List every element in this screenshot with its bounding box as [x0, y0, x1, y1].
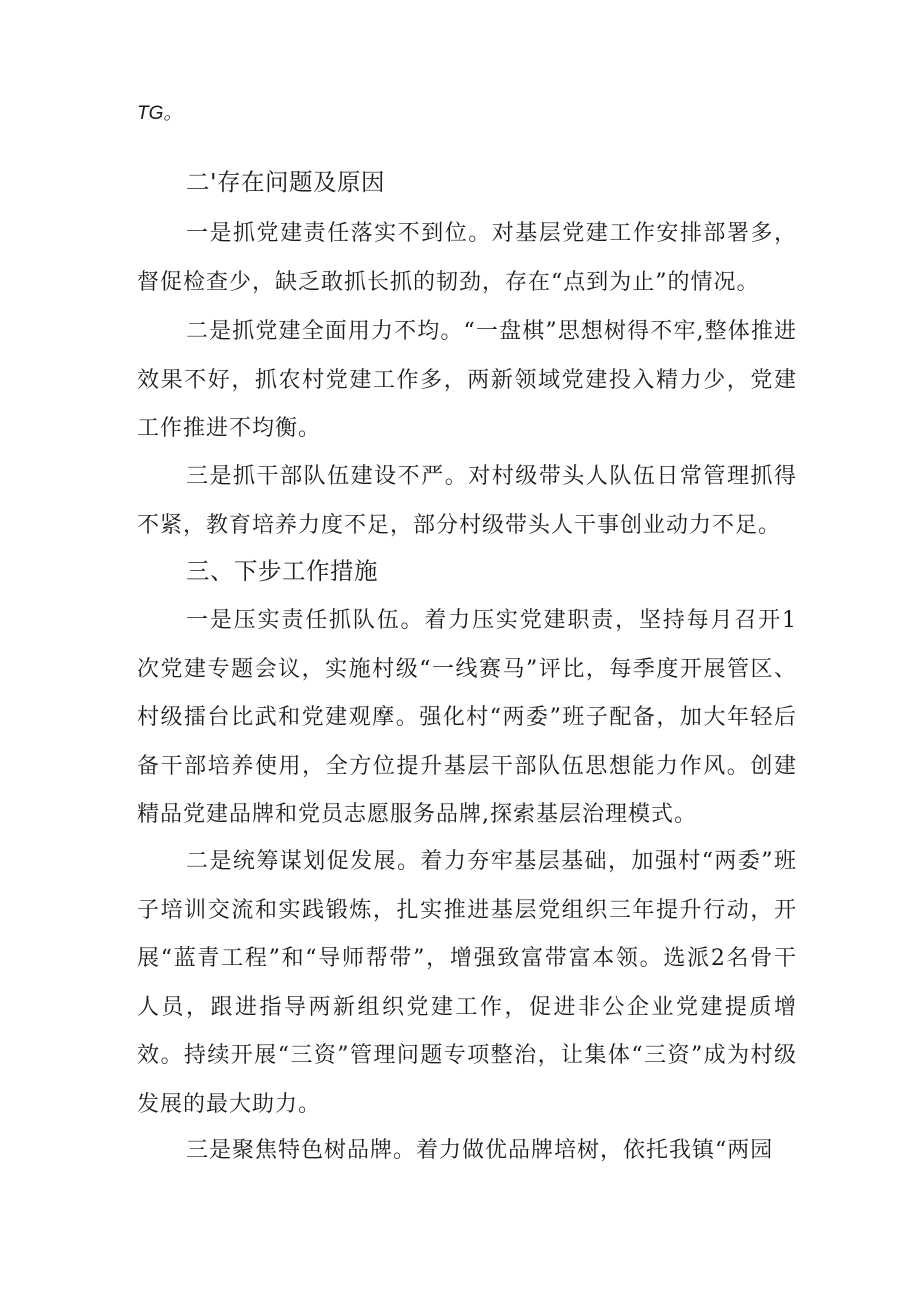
- section-heading-next-steps: 三、下步工作措施: [186, 557, 378, 585]
- paragraph-problem-1: 一是抓党建责任落实不到位。对基层党建工作安排部署多，督促检查少，缺乏敢抓长抓的韧劲，存在“点到为止”的情况。: [137, 221, 797, 295]
- section-heading-problems: 二'存在问题及原因: [186, 168, 385, 196]
- paragraph-measure-1: 一是压实责任抓队伍。着力压实党建职责，坚持每月召开1次党建专题会议，实施村级“一线赛马”评比，每季度开展管区、村级擂台比武和党建观摩。强化村“两委”班子配备，加大年轻后备干部培养使用，全方位提升基层干部队伍思想能力作风。创建精品党建品牌和党员志愿服务品牌,探索基层治理模式。: [137, 608, 797, 828]
- paragraph-problem-3: 三是抓干部队伍建设不严。对村级带头人队伍日常管理抓得不紧，教育培养力度不足，部分村级带头人干事创业动力不足。: [137, 464, 797, 538]
- paragraph-problem-2: 二是抓党建全面用力不均。“一盘棋”思想树得不牢,整体推进效果不好，抓农村党建工作多，两新领域党建投入精力少，党建工作推进不均衡。: [137, 319, 797, 442]
- paragraph-measure-3: 三是聚焦特色树品牌。着力做优品牌培树，依托我镇“两园: [186, 1138, 774, 1163]
- previous-paragraph-fragment: TG。: [137, 103, 183, 124]
- paragraph-measure-2: 二是统筹谋划促发展。着力夯牢基层基础，加强村“两委”班子培训交流和实践锻炼，扎实推进基层党组织三年提升行动，开展“蓝青工程”和“导师帮带”，增强致富带富本领。选派2名骨干人员，跟进指导两新组织党建工作，促进非公企业党建提质增效。持续开展“三资”管理问题专项整治，让集体“三资”成为村级发展的最大助力。: [137, 849, 797, 1117]
